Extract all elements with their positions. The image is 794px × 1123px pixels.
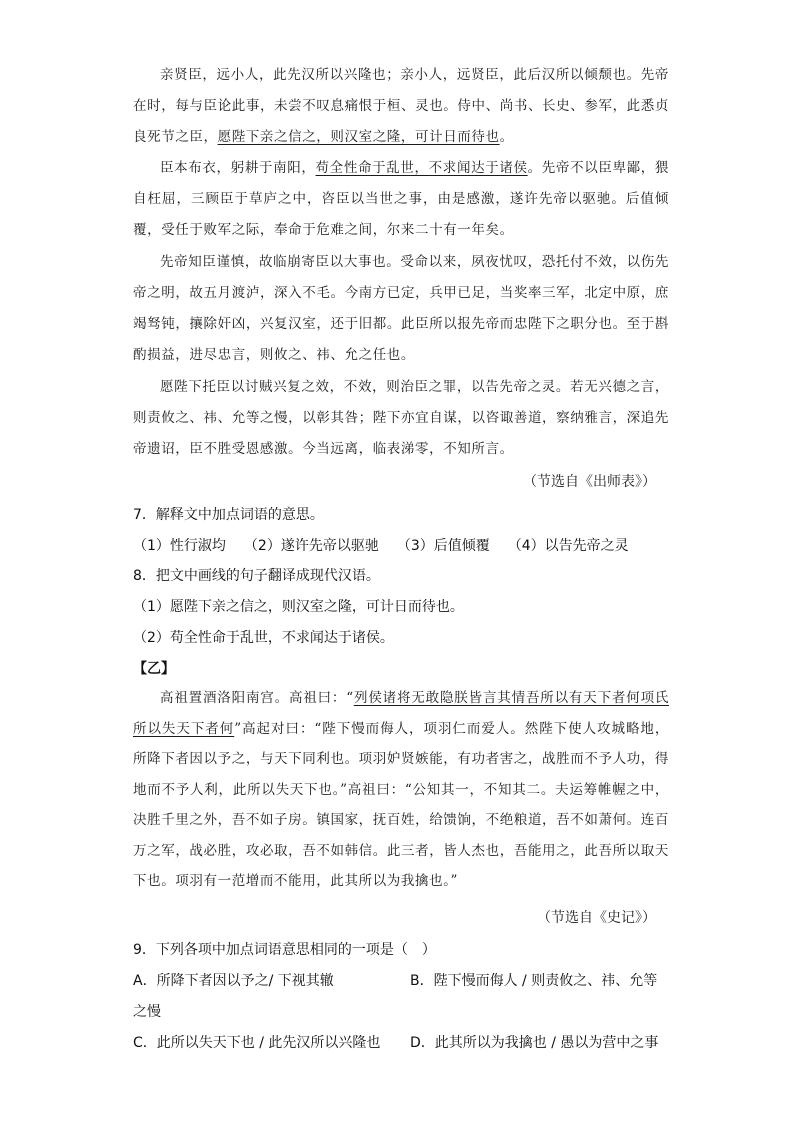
question-8-item-1: （1）愿陛下亲之信之，则汉室之隆，可计日而待也。	[133, 599, 464, 615]
passage-jia-paragraph-3: 先帝知臣谨慎，故临崩寄臣以大事也。受命以来，夙夜忧叹，恐托付不效，以伤先帝之明，故五月渡泸，深入不毛。今南方已定，兵甲已足，当奖率三军，北定中原，庶竭驽钝，攘除奸凶，兴复汉室，还于旧都。此臣所以报先帝而忠陛下之职分也。至于斟酌损益，进尽忠言，则攸之、祎、允之任也。	[133, 254, 669, 363]
section-yi-label: 【乙】	[133, 661, 175, 677]
question-9-option-c: C．此所以失天下也 / 此先汉所以兴隆也	[133, 1035, 381, 1051]
question-9-option-a: A．所降下者因以予之/ 下视其辙	[133, 973, 334, 989]
passage-jia-paragraph-1	[133, 60, 669, 153]
source-chushibiao: （节选自《出师表》）	[523, 474, 656, 490]
underlined-sentence: 愿陛下亲之信之，则汉室之隆，可计日而待也	[217, 129, 500, 145]
text-run: 。	[499, 129, 514, 145]
question-9: 9．下列各项中加点词语意思相同的一项是（ ）	[133, 942, 436, 958]
question-7-item-2: （2）遂许先帝以驱驰	[243, 538, 379, 554]
passage-yi	[133, 683, 669, 897]
question-9-option-d: D．此其所以为我擒也 / 愚以为营中之事	[410, 1035, 659, 1051]
question-9-option-b: B．陛下慢而侮人 / 则责攸之、祎、允等	[410, 973, 658, 989]
text-run: 。先帝不以臣卑鄙，猥自枉屈，三顾臣于草庐之中，咨臣以当世之事，由是感激，遂许先帝以驱驰。后值倾覆，受任于败军之际，奉命于危难之间，尔来二十有一年矣。	[133, 160, 670, 238]
source-shiji: （节选自《史记》）	[537, 910, 656, 926]
question-7: 7．解释文中加点词语的意思。	[133, 507, 324, 523]
passage-jia-paragraph-2	[133, 153, 669, 246]
underlined-sentence: 列侯诸将无敢隐朕皆言其情吾所以有天下者何项氏所以失天下者何	[133, 690, 669, 737]
text-run: 高祖置酒洛阳南宫。高祖曰：“	[160, 690, 354, 706]
underlined-sentence: 苟全性命于乱世，不求闻达于诸侯	[315, 160, 528, 176]
text-run: ”高起对曰：“陛下慢而侮人，项羽仁而爱人。然陛下使人攻城略地，所降下者因以予之，与天下同利也。项羽妒贤嫉能，有功者害之，战胜而不予人功，得地而不予人利，此所以失天下也。”高祖曰：“公知其一，不知其二。夫运筹帷幄之中，决胜千里之外，吾不如子房。镇国家，抚百姓，给馈饷，不绝粮道，吾不如萧何。连百万之军，战必胜，攻必取，吾不如韩信。此三者，皆人杰也，吾能用之，此吾所以取天下也。项羽有一范增而不能用，此其所以为我擒也。”	[133, 720, 669, 889]
passage-jia-paragraph-4: 愿陛下托臣以讨贼兴复之效，不效，则治臣之罪，以告先帝之灵。若无兴德之言，则责攸之、祎、允等之慢，以彰其咎；陛下亦宜自谋，以咨诹善道，察纳雅言，深追先帝遗诏，臣不胜受恩感激。今当远离，临表涕零，不知所言。	[133, 379, 669, 457]
question-8-item-2: （2）苟全性命于乱世，不求闻达于诸侯。	[133, 630, 394, 646]
question-7-item-4: （4）以告先帝之灵	[507, 538, 629, 554]
question-7-item-1: （1）性行淑均	[133, 538, 226, 554]
question-9-option-b-cont: 之慢	[133, 1004, 161, 1020]
question-7-item-3: （3）后值倾覆	[396, 538, 490, 554]
text-run: 亲贤臣，远小人，此先汉所以兴隆也；亲小人，远贤臣，此后汉所以倾颓也。先帝在时，每与臣论此事，未尝不叹息痛恨于桓、灵也。侍中、尚书、长史、参军，此悉贞良死节之臣，	[133, 67, 669, 145]
text-run: 臣本布衣，躬耕于南阳，	[160, 160, 316, 176]
question-7-items	[133, 536, 629, 556]
question-8: 8．把文中画线的句子翻译成现代汉语。	[133, 568, 380, 584]
